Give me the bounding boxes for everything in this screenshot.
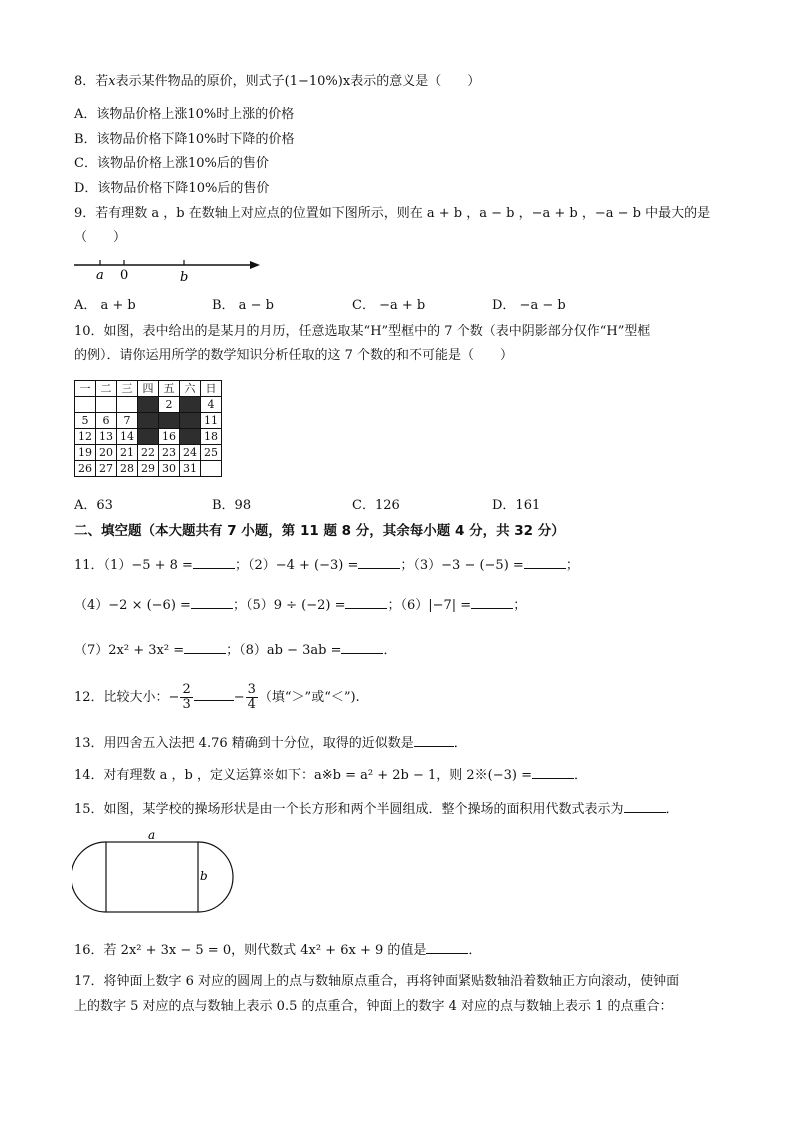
answer-blank[interactable] [341, 641, 383, 654]
calendar-cell-shaded [180, 429, 201, 445]
q8-option-b[interactable]: B．该物品价格下降10%时下降的价格 [74, 132, 295, 147]
q10-option-b[interactable]: B．98 [212, 498, 252, 513]
fraction-numerator: 3 [247, 682, 256, 697]
answer-blank[interactable] [358, 556, 400, 569]
answer-blank[interactable] [193, 556, 235, 569]
calendar-cell [201, 461, 222, 477]
q11-item-4: （4）−2 × (−6) = [74, 598, 191, 613]
q8-option-d[interactable]: D．该物品价格下降10%后的售价 [74, 181, 270, 196]
q12-prefix: 12．比较大小：− [74, 690, 180, 705]
answer-blank[interactable] [184, 641, 226, 654]
answer-blank[interactable] [345, 596, 387, 609]
minus-sign: − [233, 690, 245, 705]
q8-expression: (1−10%)x [284, 74, 351, 89]
weekday-header: 四 [138, 381, 159, 397]
q10-option-d[interactable]: D．161 [492, 498, 541, 513]
q10-stem-cont: 的例）．请你运用所学的数学知识分析任取的这 7 个数的和不可能是（ ） [74, 348, 514, 363]
q15-text: 15．如图，某学校的操场形状是由一个长方形和两个半圆组成．整个操场的面积用代数式表示为 [74, 802, 624, 817]
calendar-cell-shaded [138, 397, 159, 413]
calendar-cell [117, 397, 138, 413]
answer-blank[interactable] [532, 766, 574, 779]
calendar-cell: 12 [75, 429, 96, 445]
q11-item-8: ；（8）ab − 3ab = [226, 643, 342, 658]
answer-blank[interactable] [524, 556, 566, 569]
calendar-cell: 27 [96, 461, 117, 477]
q16-line [74, 941, 481, 960]
q8-option-a[interactable]: A．该物品价格上涨10%时上涨的价格 [74, 107, 295, 122]
label-a: a [148, 828, 156, 842]
calendar-cell-shaded [138, 413, 159, 429]
q16-punct: ． [468, 943, 482, 958]
calendar-cell: 23 [159, 445, 180, 461]
calendar-cell: 7 [117, 413, 138, 429]
answer-blank[interactable] [426, 941, 468, 954]
q11-item-3: ；（3）−3 − (−5) = [400, 558, 524, 573]
q14-text: 14．对有理数 a ，b ，定义运算※如下：a※b = a² + 2b − 1，则 2※(−3) = [74, 768, 533, 783]
calendar-cell: 18 [201, 429, 222, 445]
fraction-denominator: 3 [182, 697, 191, 712]
calendar-row [75, 445, 222, 461]
q13-text: 13．用四舍五入法把 4.76 精确到十分位，取得的近似数是 [74, 736, 414, 751]
calendar-cell: 24 [180, 445, 201, 461]
q8-stem-part: 表示的意义是（ ） [350, 74, 481, 89]
q8-stem [74, 73, 480, 91]
q8-stem-part: 表示某件物品的原价，则式子 [115, 74, 285, 89]
weekday-header: 五 [159, 381, 180, 397]
q14-punct: ． [574, 768, 588, 783]
q13-punct: ． [453, 736, 467, 751]
q11-punct: ； [513, 598, 527, 613]
q8-option-c[interactable]: C．该物品价格上涨10%后的售价 [74, 156, 269, 171]
q9-option-a[interactable]: A． a + b [74, 298, 136, 313]
weekday-header: 一 [75, 381, 96, 397]
number-line-figure [72, 255, 264, 285]
q9-option-d[interactable]: D． −a − b [492, 298, 566, 313]
q10-stem: 10．如图，表中给出的是某月的月历，任意选取某“H”型框中的 7 个数（表中阴影部分仅作“H”型框 [74, 324, 651, 339]
q9-option-c[interactable]: C． −a + b [352, 298, 426, 313]
weekday-header: 六 [180, 381, 201, 397]
calendar-row [75, 413, 222, 429]
answer-blank[interactable] [624, 800, 666, 813]
q11-item-6: ；（6）|−7| = [387, 598, 472, 613]
calendar-cell: 31 [180, 461, 201, 477]
q14-line [74, 766, 587, 785]
calendar-row [75, 429, 222, 445]
q11-item-7: （7）2x² + 3x² = [74, 643, 185, 658]
fraction-numerator: 2 [182, 682, 191, 697]
arrow-right-icon [250, 261, 260, 269]
q9-stem-cont: （ ） [74, 230, 127, 245]
answer-blank[interactable] [194, 688, 234, 701]
q8-variable: x [108, 74, 116, 89]
answer-blank[interactable] [191, 596, 233, 609]
q17-line-2: 上的数字 5 对应的点与数轴上表示 0.5 的点重合，钟面上的数字 4 对应的点与数轴上表示 1 的点重合： [74, 999, 673, 1014]
fraction-denominator: 4 [247, 697, 256, 712]
calendar-cell: 29 [138, 461, 159, 477]
q16-text: 16．若 2x² + 3x − 5 = 0，则代数式 4x² + 6x + 9 的值是 [74, 943, 427, 958]
calendar-cell: 21 [117, 445, 138, 461]
section-heading: 二、填空题（本大题共有 7 小题，第 11 题 8 分，其余每小题 4 分，共 32 分） [74, 523, 565, 539]
label-zero: 0 [120, 268, 129, 283]
q10-option-a[interactable]: A．63 [74, 498, 113, 513]
q11-item-5: ；（5）9 ÷ (−2) = [232, 598, 346, 613]
q11-punct: ． [383, 643, 397, 658]
q13-line [74, 734, 467, 753]
q11-line-1 [74, 556, 579, 575]
q9-stem: 9．若有理数 a ，b 在数轴上对应点的位置如下图所示，则在 a + b ，a − b ，−a + b ，−a − b 中最大的是 [74, 206, 711, 221]
calendar-cell: 25 [201, 445, 222, 461]
calendar-cell: 11 [201, 413, 222, 429]
weekday-header: 三 [117, 381, 138, 397]
answer-blank[interactable] [471, 596, 513, 609]
playground-figure [72, 828, 234, 918]
calendar-cell-shaded [159, 413, 180, 429]
q11-item-2: ；（2）−4 + (−3) = [234, 558, 359, 573]
playground-rectangle [106, 842, 198, 912]
calendar-cell: 2 [159, 397, 180, 413]
calendar-cell: 30 [159, 461, 180, 477]
q11-line-3 [74, 641, 396, 660]
q11-item-1: 11．（1）−5 + 8 = [74, 558, 193, 573]
q10-option-c[interactable]: C．126 [352, 498, 400, 513]
left-semicircle [72, 842, 106, 912]
q8-stem-part: 8．若 [74, 74, 109, 89]
calendar-cell-shaded [180, 397, 201, 413]
calendar-cell-shaded [138, 429, 159, 445]
label-a: a [96, 268, 104, 283]
q12-line [74, 680, 360, 716]
fraction [180, 683, 192, 712]
calendar-cell: 20 [96, 445, 117, 461]
calendar-row [75, 461, 222, 477]
q15-line [74, 800, 679, 819]
answer-blank[interactable] [414, 734, 454, 747]
calendar-cell [96, 397, 117, 413]
calendar-table [74, 380, 222, 477]
label-b: b [200, 869, 208, 883]
calendar-cell: 22 [138, 445, 159, 461]
calendar-cell: 26 [75, 461, 96, 477]
calendar-cell: 19 [75, 445, 96, 461]
weekday-header: 二 [96, 381, 117, 397]
fraction [246, 683, 258, 712]
calendar-cell: 5 [75, 413, 96, 429]
q11-line-2 [74, 596, 526, 615]
q9-option-b[interactable]: B． a − b [212, 298, 274, 313]
q15-punct: ． [665, 802, 679, 817]
calendar-cell: 6 [96, 413, 117, 429]
calendar-header-row [75, 381, 222, 397]
calendar-row [75, 397, 222, 413]
q11-punct: ； [565, 558, 579, 573]
calendar-cell: 14 [117, 429, 138, 445]
q17-line-1: 17．将钟面上数字 6 对应的圆周上的点与数轴原点重合，再将钟面紧贴数轴沿着数轴正方向滚动，使钟面 [74, 974, 680, 989]
calendar-cell: 16 [159, 429, 180, 445]
calendar-cell-shaded [180, 413, 201, 429]
calendar-cell: 4 [201, 397, 222, 413]
calendar-cell: 28 [117, 461, 138, 477]
weekday-header: 日 [201, 381, 222, 397]
label-b: b [180, 270, 189, 285]
q12-suffix: （填“＞”或“＜”). [258, 690, 360, 705]
calendar-cell [75, 397, 96, 413]
calendar-cell: 13 [96, 429, 117, 445]
